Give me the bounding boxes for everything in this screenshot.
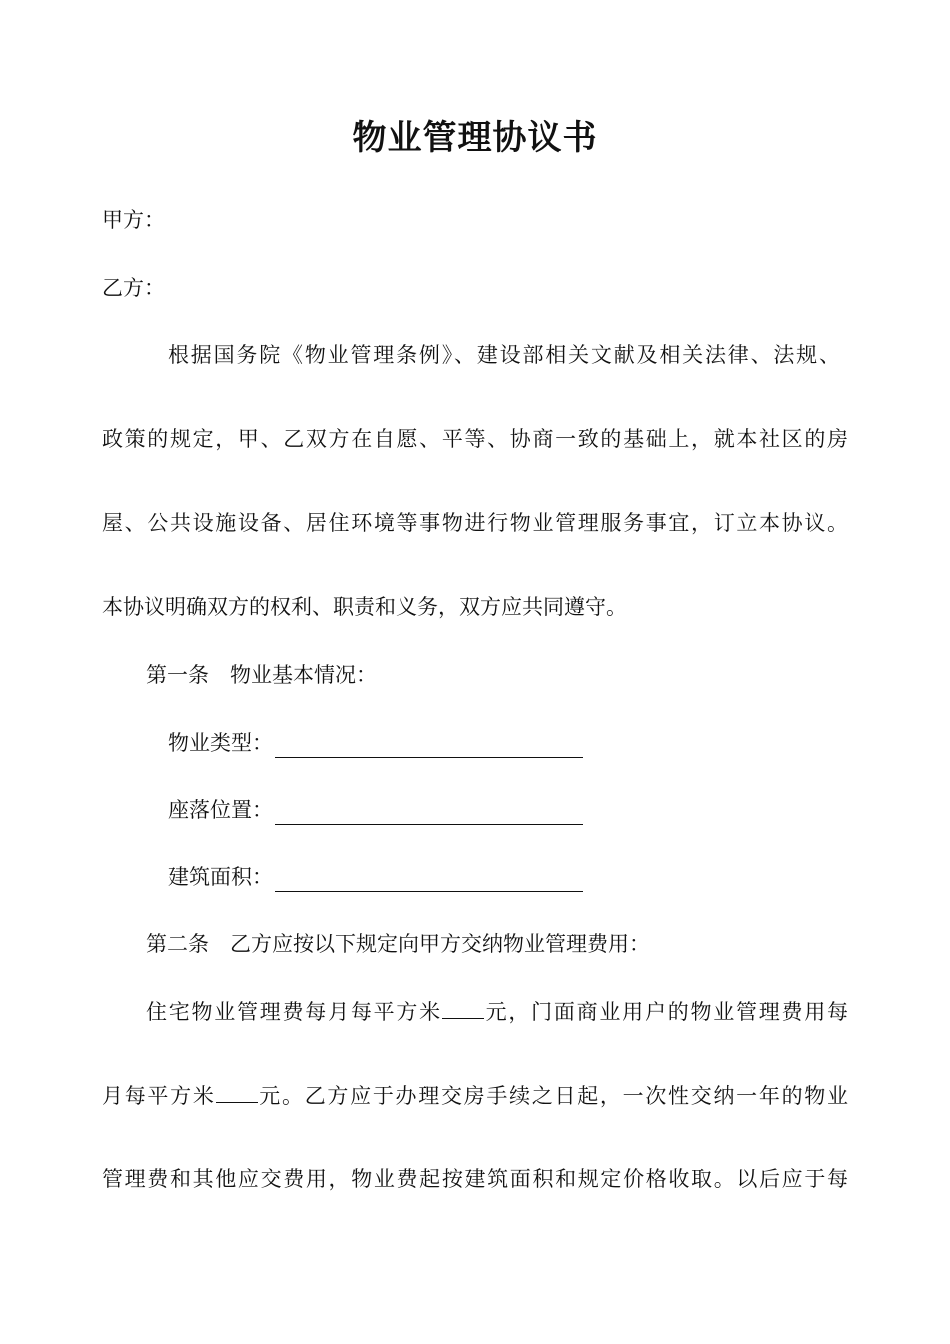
intro-line-2: 政策的规定，甲、乙双方在自愿、平等、协商一致的基础上，就本社区的房 xyxy=(102,427,848,451)
blank-line xyxy=(275,802,583,825)
field-label: 建筑面积： xyxy=(168,865,273,889)
field-label: 座落位置： xyxy=(168,798,273,822)
intro-line-1: 根据国务院《物业管理条例》、建设部相关文献及相关法律、法规、 xyxy=(168,343,840,367)
article-2-para-line-2 xyxy=(102,1080,848,1111)
party-b-label: 乙方： xyxy=(102,276,165,300)
text-segment: 元。乙方应于办理交房手续之日起，一次性交纳一年的物业 xyxy=(257,1084,849,1108)
field-label: 物业类型： xyxy=(168,731,273,755)
intro-line-4: 本协议明确双方的权利、职责和义务，双方应共同遵守。 xyxy=(102,595,627,619)
article-2-para-line-3: 管理费和其他应交费用，物业费起按建筑面积和规定价格收取。以后应于每 xyxy=(102,1167,848,1191)
party-a-label: 甲方： xyxy=(102,208,165,232)
blank-line xyxy=(275,735,583,758)
text-segment: 元，门面商业用户的物业管理费用每 xyxy=(483,1000,849,1024)
text-segment: 月每平方米 xyxy=(102,1084,216,1108)
text-segment: 住宅物业管理费每月每平方米 xyxy=(146,1000,442,1024)
field-building-area xyxy=(168,862,583,892)
field-location xyxy=(168,795,583,825)
article-2-heading: 第二条 乙方应按以下规定向甲方交纳物业管理费用： xyxy=(146,932,650,956)
blank-line xyxy=(216,1080,258,1103)
blank-line xyxy=(442,996,484,1019)
field-property-type xyxy=(168,728,583,758)
article-2-para-line-1 xyxy=(146,996,848,1027)
blank-line xyxy=(275,869,583,892)
article-1-heading: 第一条 物业基本情况： xyxy=(146,663,377,687)
document-title: 物业管理协议书 xyxy=(352,118,598,158)
intro-line-3: 屋、公共设施设备、居住环境等事物进行物业管理服务事宜，订立本协议。 xyxy=(102,511,848,535)
